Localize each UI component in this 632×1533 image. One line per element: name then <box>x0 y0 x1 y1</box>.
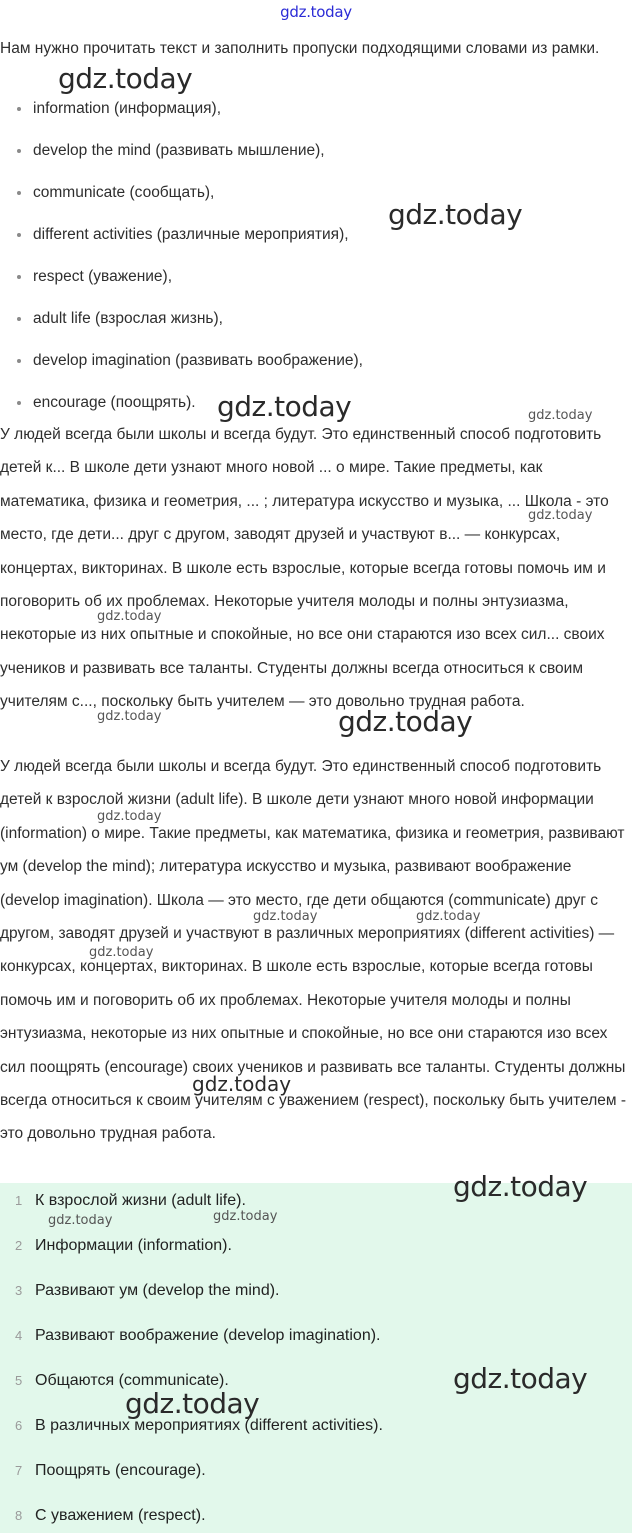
watermark: gdz.today <box>416 909 481 924</box>
answer-item <box>0 1183 632 1228</box>
bullet-icon <box>17 401 21 405</box>
answer-text: Развивают воображение (develop imagination). <box>35 1327 381 1344</box>
answers-box <box>0 1183 632 1533</box>
header-watermark: gdz.today <box>280 3 352 21</box>
answer-number: 3 <box>15 1283 23 1298</box>
word-bank-item: respect (уважение), <box>0 256 632 298</box>
task-instruction: Нам нужно прочитать текст и заполнить пропуски подходящими словами из рамки. <box>0 40 600 57</box>
word-bank-item: develop the mind (развивать мышление), <box>0 130 632 172</box>
answer-number: 4 <box>15 1328 23 1343</box>
answer-number: 8 <box>15 1508 23 1523</box>
answer-text: Общаются (communicate). <box>35 1372 229 1389</box>
answer-number: 5 <box>15 1373 23 1388</box>
word-bank-list <box>0 88 632 424</box>
watermark: gdz.today <box>528 408 593 423</box>
bullet-icon <box>17 149 21 153</box>
answer-item <box>0 1318 632 1363</box>
watermark: gdz.today <box>48 1213 113 1228</box>
answer-text: В различных мероприятиях (different activities). <box>35 1417 383 1434</box>
watermark: gdz.today <box>125 1387 260 1420</box>
watermark: gdz.today <box>58 62 193 95</box>
watermark: gdz.today <box>453 1362 588 1395</box>
answer-item <box>0 1453 632 1498</box>
answer-text-paragraph: У людей всегда были школы и всегда будут. Это единственный способ подготовить детей к взрослой жизни (adult life). В школе дети узнают много новой информации (information) о мире. Такие предметы, как математика, физика и геометрия, развивают ум (develop the mind); литература искусство и музыка, развивают воображение (develop imagination). Школа — это место, где дети общаются (communicate) друг с другом, заводят друзей и участвуют в различных мероприятиях (different activities) — конкурсах, концертах, викторинах. В школе есть взрослые, которые всегда готовы помочь им и поговорить об их проблемах. Некоторые учителя молоды и полны энтузиазма, некоторые из них опытные и спокойные, но все они стараются изо всех сил поощрять (encourage) своих учеников и развивать все таланты. Студенты должны всегда относиться к своим учителям с уважением (respect), поскольку быть учителем - это довольно трудная работа. <box>0 758 626 1143</box>
watermark: gdz.today <box>97 609 162 624</box>
answer-item <box>0 1273 632 1318</box>
answer-text: Поощрять (encourage). <box>35 1462 206 1479</box>
bullet-icon <box>17 191 21 195</box>
answer-text: Развивают ум (develop the mind). <box>35 1282 280 1299</box>
answer-text: К взрослой жизни (adult life). <box>35 1192 246 1209</box>
watermark: gdz.today <box>192 1072 292 1096</box>
watermark: gdz.today <box>97 809 162 824</box>
watermark: gdz.today <box>89 945 154 960</box>
watermark: gdz.today <box>253 909 318 924</box>
answer-item <box>0 1363 632 1408</box>
answers-list <box>0 1183 632 1533</box>
watermark: gdz.today <box>338 705 473 738</box>
bullet-icon <box>17 317 21 321</box>
watermark: gdz.today <box>217 390 352 423</box>
answer-number: 2 <box>15 1238 23 1253</box>
answer-number: 7 <box>15 1463 23 1478</box>
watermark: gdz.today <box>528 508 593 523</box>
bullet-icon <box>17 275 21 279</box>
word-bank-item: information (информация), <box>0 88 632 130</box>
word-bank-item: communicate (сообщать), <box>0 172 632 214</box>
answer-text: Информации (information). <box>35 1237 232 1254</box>
bullet-icon <box>17 107 21 111</box>
watermark: gdz.today <box>213 1209 278 1224</box>
answer-item <box>0 1228 632 1273</box>
bullet-icon <box>17 359 21 363</box>
answer-item <box>0 1408 632 1453</box>
task-text-paragraph: У людей всегда были школы и всегда будут. Это единственный способ подготовить детей к... В школе дети узнают много новой ... о мире. Такие предметы, как математика, физика и геометрия, ... ; литература искусство и музыка, ... Школа - это место, где дети... друг с другом, заводят друзей и участвуют в... — конкурсах, концертах, викторинах. В школе есть взрослые, которые всегда готовы помочь им и поговорить об их проблемах. Некоторые учителя молоды и полны энтузиазма, некоторые из них опытные и спокойные, но все они стараются изо всех сил... своих учеников и развивать все таланты. Студенты должны всегда относиться к своим учителям с..., поскольку быть учителем — это довольно трудная работа. <box>0 426 609 711</box>
bullet-icon <box>17 233 21 237</box>
word-bank-item: develop imagination (развивать воображение), <box>0 340 632 382</box>
answer-text: С уважением (respect). <box>35 1507 206 1524</box>
answer-number: 1 <box>15 1193 23 1208</box>
word-bank-item: encourage (поощрять). <box>0 382 632 424</box>
word-bank-item: different activities (различные мероприятия), <box>0 214 632 256</box>
answer-item <box>0 1498 632 1533</box>
watermark: gdz.today <box>388 198 523 231</box>
watermark: gdz.today <box>97 709 162 724</box>
word-bank-item: adult life (взрослая жизнь), <box>0 298 632 340</box>
answer-number: 6 <box>15 1418 23 1433</box>
watermark: gdz.today <box>453 1170 588 1203</box>
